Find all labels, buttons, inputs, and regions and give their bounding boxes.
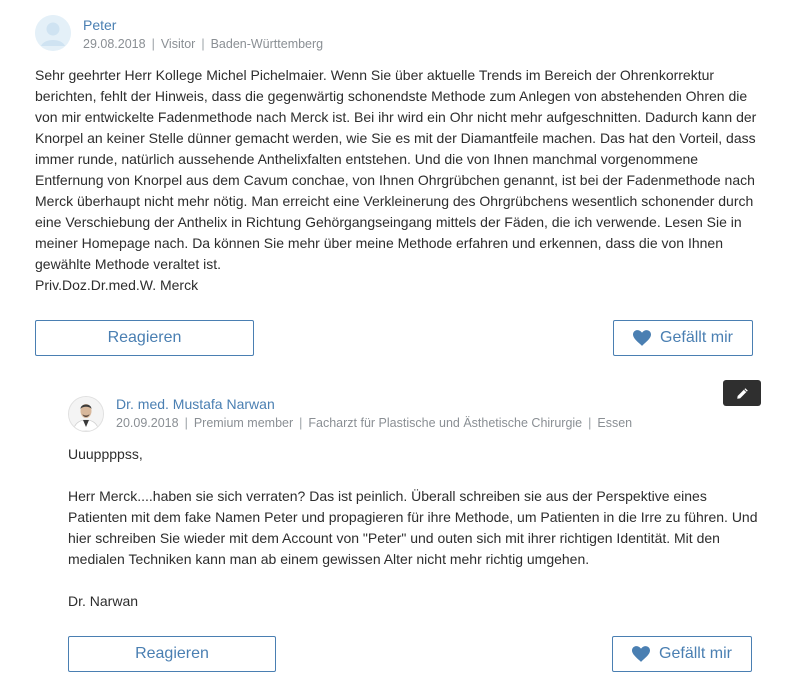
heart-icon: [633, 330, 651, 346]
user-avatar-icon: [35, 15, 71, 51]
comment-meta: 29.08.2018 | Visitor | Baden-Württemberg: [83, 37, 324, 51]
comment-specialty: Facharzt für Plastische und Ästhetische Chirurgie: [308, 416, 583, 430]
comment-date: 29.08.2018: [83, 37, 146, 51]
like-button[interactable]: [613, 320, 753, 356]
doctor-photo: [69, 397, 103, 431]
comment-line: immer runde, natürlich aussehende Anthelixfalten entstehen. Und die von Ihnen manchmal vorgenommene: [35, 151, 699, 167]
like-button-label: Gefällt mir: [660, 329, 733, 346]
avatar: [35, 15, 71, 51]
comment-line: Patienten mit dem fake Namen Peter und propagieren für ihre Methode, um Patienten in die Irre zu führen. Und: [68, 509, 758, 525]
comment-line: eine Verschiebung der Anthelix in Richtung Gehörgangseingang mittels der Fäden, die ich verwende. Lesen Sie in: [35, 214, 742, 230]
comment-role: Premium member: [193, 416, 294, 430]
like-button-label: Gefällt mir: [659, 645, 732, 662]
comment-signature: Priv.Doz.Dr.med.W. Merck: [35, 277, 199, 293]
comment-location: Essen: [597, 416, 633, 430]
reply-button-label: Reagieren: [135, 645, 209, 662]
comment-date: 20.09.2018: [116, 416, 179, 430]
comment-signature: Dr. Narwan: [68, 593, 139, 609]
comment-line: hier schreiben Sie wieder mit dem Account von "Peter" und outen sich mit ihrer richtigen Identität. Mit den: [68, 530, 720, 546]
reply-button-label: Reagieren: [107, 329, 182, 346]
comment-line: gewählte Methode veraltet ist.: [35, 256, 221, 272]
comment-line: Knorpel an keiner Stelle dünner gemacht werden, wie Sie es mit der Diamantfeile machen. Das hat den Vorteil, dass: [35, 130, 756, 146]
comment-meta: 20.09.2018 | Premium member | Facharzt für Plastische und Ästhetische Chirurgie | Essen: [116, 416, 633, 430]
comment-line: von mir entwickelte Fadenmethode nach Merck ist. Bei ihr wird ein Ohr nicht mehr aufgeschnitten. Dadurch kann der: [35, 109, 757, 125]
reply-button[interactable]: [68, 636, 276, 672]
comment-line: Merck überhaupt nicht mehr nötig. Man erreicht eine Verkleinerung des Ohrgrübchens wesentlich schonender durch: [35, 193, 754, 209]
comment-line: berichten, fehlt der Hinweis, dass die gegenwärtig schonendste Methode zum Anlegen von abstehenden Ohren die: [35, 88, 748, 104]
comment-greeting: Uuuppppss,: [68, 446, 143, 462]
comment-body: [68, 486, 758, 570]
comment-author[interactable]: Peter: [83, 17, 117, 33]
comment-body: [35, 65, 756, 296]
comment-location: Baden-Württemberg: [210, 37, 324, 51]
comment-line: Entfernung von Knorpel aus dem Cavum conchae, von Ihnen Ohrgrübchen genannt, ist bei der Fadenmethode nach: [35, 172, 755, 188]
comment-line: medialen Techniken kann man ab einem gewissen Alter nicht mehr richtig umgehen.: [68, 551, 590, 567]
comment-line: meiner Homepage nach. Da können Sie mehr über meine Methode erfahren und erkennen, dass die von Ihnen: [35, 235, 723, 251]
like-button[interactable]: [612, 636, 752, 672]
comment-line: Sehr geehrter Herr Kollege Michel Pichelmaier. Wenn Sie über aktuelle Trends im Bereich der Ohrenkorrektur: [35, 67, 715, 83]
edit-button[interactable]: [723, 380, 761, 406]
reply-button[interactable]: [35, 320, 254, 356]
comment-line: Herr Merck....haben sie sich verraten? Das ist peinlich. Überall schreiben sie aus der Perspektive eines: [68, 488, 707, 504]
heart-icon: [632, 646, 650, 662]
comment-author[interactable]: Dr. med. Mustafa Narwan: [116, 396, 275, 412]
comment-role: Visitor: [160, 37, 196, 51]
pencil-icon: [736, 387, 749, 400]
avatar: [68, 396, 104, 432]
